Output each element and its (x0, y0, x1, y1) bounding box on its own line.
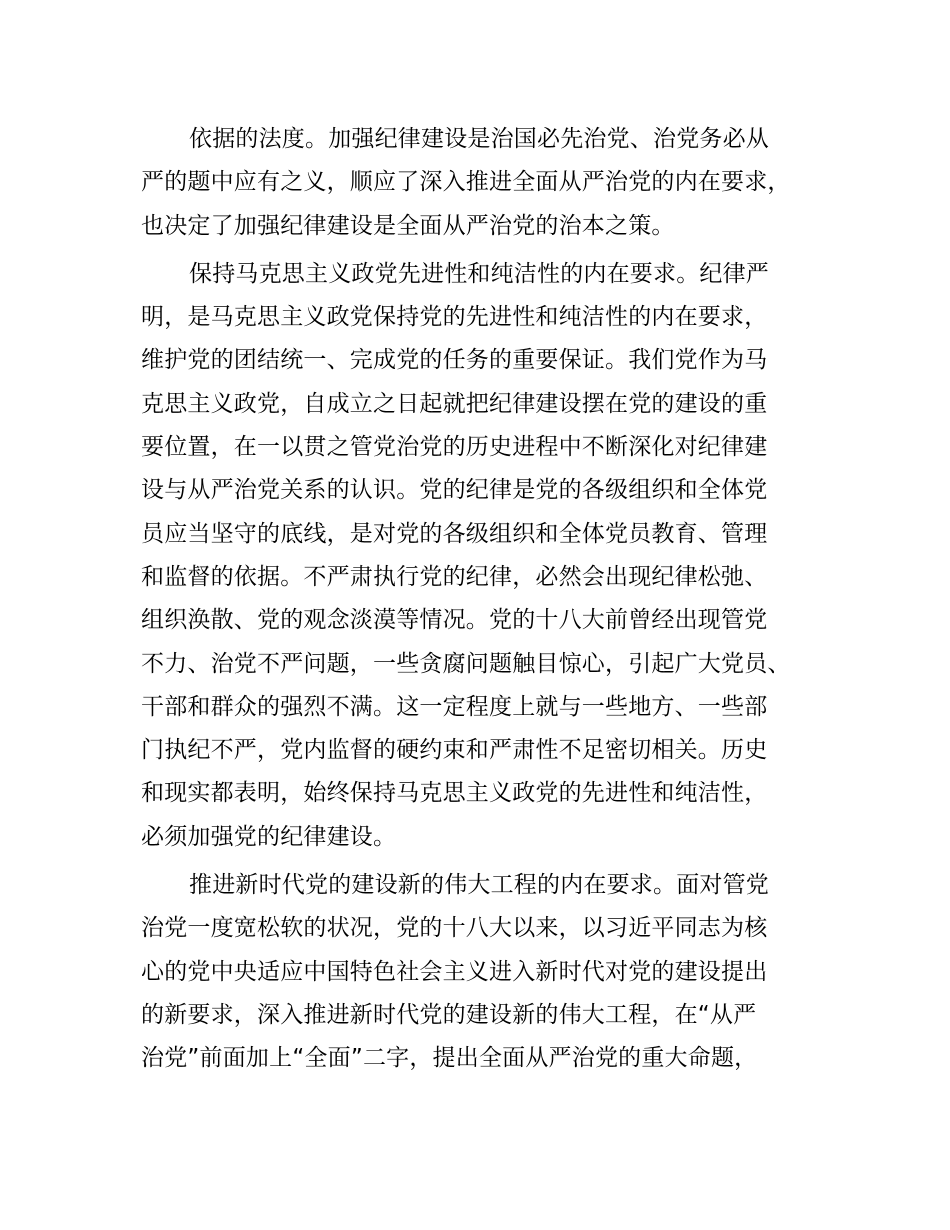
paragraph-1 (141, 118, 831, 248)
text-line: 要位置，在一以贯之管党治党的历史进程中不断深化对纪律建 (141, 434, 768, 461)
text-line: 门执纪不严，党内监督的硬约束和严肃性不足密切相关。历史 (141, 737, 768, 764)
text-line: 的新要求，深入推进新时代党的建设新的伟大工程，在“从严 (141, 1001, 757, 1028)
text-line: 明，是马克思主义政党保持党的先进性和纯洁性的内在要求， (141, 304, 768, 331)
text-line: 克思主义政党，自成立之日起就把纪律建设摆在党的建设的重 (141, 390, 768, 417)
text-line: 干部和群众的强烈不满。这一定程度上就与一些地方、一些部 (141, 693, 768, 720)
document-body (141, 118, 831, 1086)
text-line: 心的党中央适应中国特色社会主义进入新时代对党的建设提出 (141, 958, 768, 985)
text-line: 也决定了加强纪律建设是全面从严治党的治本之策。 (141, 212, 675, 239)
text-line: 设与从严治党关系的认识。党的纪律是党的各级组织和全体党 (141, 477, 768, 504)
text-line: 员应当坚守的底线，是对党的各级组织和全体党员教育、管理 (141, 520, 768, 547)
text-line: 严的题中应有之义，顺应了深入推进全面从严治党的内在要求， (141, 169, 791, 196)
text-line: 不力、治党不严问题，一些贪腐问题触目惊心，引起广大党员、 (141, 650, 791, 677)
paragraph-2 (141, 253, 831, 859)
text-line: 保持马克思主义政党先进性和纯洁性的内在要求。纪律严 (189, 260, 769, 287)
text-line: 治党一度宽松软的状况，党的十八大以来，以习近平同志为核 (141, 915, 768, 942)
text-line: 必须加强党的纪律建设。 (141, 823, 397, 850)
text-line: 依据的法度。加强纪律建设是治国必先治党、治党务必从 (189, 126, 769, 152)
text-line: 组织涣散、党的观念淡漠等情况。党的十八大前曾经出现管党 (141, 607, 768, 634)
paragraph-3 (141, 864, 831, 1080)
text-line: 和监督的依据。不严肃执行党的纪律，必然会出现纪律松弛、 (141, 563, 768, 590)
text-line: 和现实都表明，始终保持马克思主义政党的先进性和纯洁性， (141, 780, 768, 807)
text-line: 治党”前面加上“全面”二字，提出全面从严治党的重大命题， (141, 1045, 758, 1072)
text-line: 维护党的团结统一、完成党的任务的重要保证。我们党作为马 (141, 347, 768, 374)
text-line: 推进新时代党的建设新的伟大工程的内在要求。面对管党 (189, 872, 769, 899)
